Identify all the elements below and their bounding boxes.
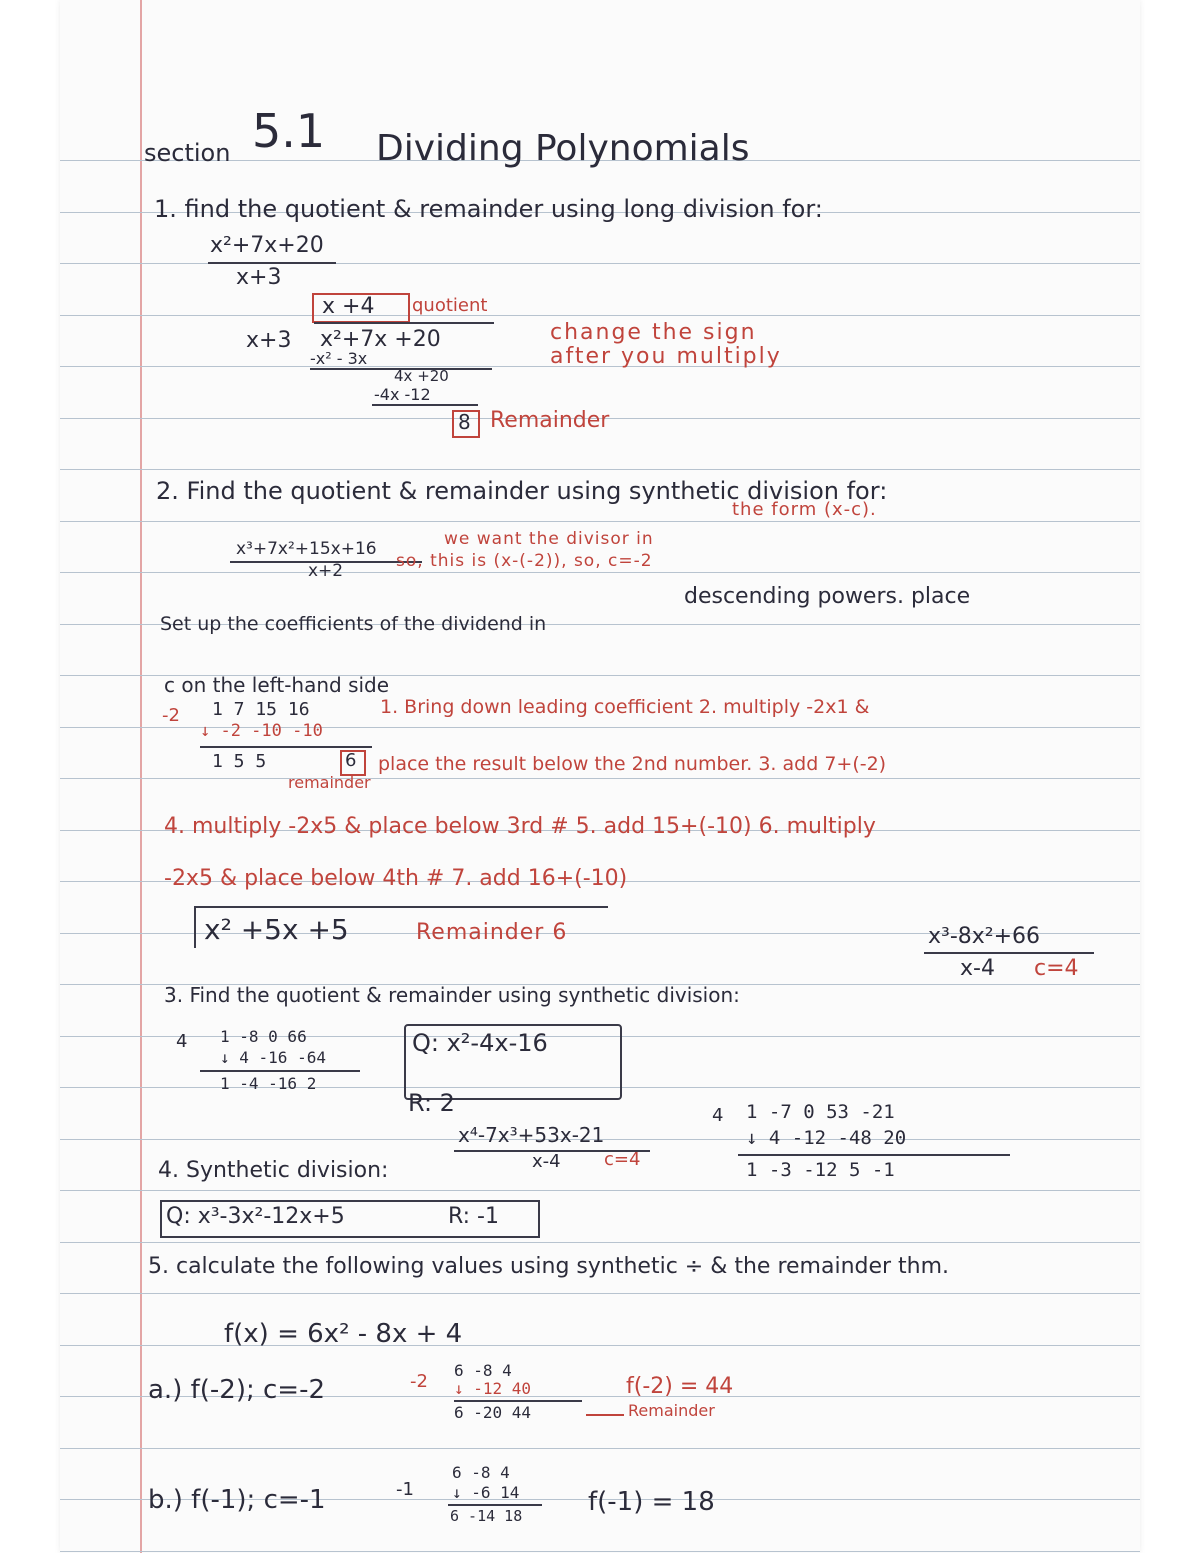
problem3-numerator: x³-8x²+66 — [928, 924, 1041, 949]
section-number: 5.1 — [252, 104, 326, 158]
problem3-answer-r: R: 2 — [408, 1089, 455, 1117]
problem1-step1: -x² - 3x — [310, 349, 368, 368]
ruled-line — [60, 1551, 1140, 1552]
problem5-function: f(x) = 6x² - 8x + 4 — [224, 1319, 463, 1349]
problem1-divisor: x+3 — [246, 328, 292, 353]
problem1-step3: -4x -12 — [374, 385, 431, 404]
problem1-denominator: x+3 — [236, 265, 282, 290]
section-label: section — [144, 139, 231, 167]
problem3-row3: 1 -4 -16 2 — [220, 1074, 317, 1093]
ruled-line — [60, 572, 1140, 573]
synthetic-row2: ↓ -2 -10 -10 — [200, 721, 323, 741]
setup-line1-continued: descending powers. place — [684, 584, 971, 609]
part-b-c: -1 — [396, 1479, 414, 1500]
part-a-c: -2 — [410, 1371, 428, 1392]
part-a-label: a.) f(-2); c=-2 — [148, 1375, 325, 1405]
note-after-multiply: after you multiply — [550, 344, 782, 369]
problem5-prompt: 5. calculate the following values using synthetic ÷ & the remainder thm. — [148, 1254, 950, 1279]
problem1-quotient: x +4 — [322, 294, 375, 319]
synthetic-line — [448, 1504, 542, 1506]
synthetic-row1: 1 7 15 16 — [212, 699, 310, 720]
synthetic-line — [454, 1400, 582, 1402]
synthetic-line — [738, 1154, 1010, 1156]
problem2-note-divisor: we want the divisor in — [444, 529, 654, 549]
part-b-answer: f(-1) = 18 — [588, 1487, 715, 1517]
part-a-answer: f(-2) = 44 — [626, 1374, 734, 1399]
page-title: Dividing Polynomials — [376, 128, 750, 169]
synthetic-row3: 1 5 5 — [212, 751, 267, 772]
ruled-line — [60, 778, 1140, 779]
problem1-dividend: x²+7x +20 — [320, 327, 441, 352]
problem4-prompt: 4. Synthetic division: — [158, 1158, 389, 1183]
problem1-remainder: 8 — [458, 410, 471, 434]
division-bracket — [314, 322, 494, 324]
problem3-c-value: 4 — [176, 1031, 188, 1052]
notebook-page — [60, 0, 1140, 1553]
step-a: 1. Bring down leading coefficient 2. multiply -2x1 & — [380, 696, 870, 718]
problem3-row2: ↓ 4 -16 -64 — [220, 1048, 326, 1067]
ruled-line — [60, 521, 1140, 522]
part-b-label: b.) f(-1); c=-1 — [148, 1485, 326, 1515]
problem4-numerator: x⁴-7x³+53x-21 — [458, 1123, 605, 1147]
part-a-row1: 6 -8 4 — [454, 1361, 512, 1380]
problem2-answer-quotient: x² +5x +5 — [204, 913, 349, 946]
step-d: -2x5 & place below 4th # 7. add 16+(-10) — [164, 866, 628, 891]
synthetic-remainder: 6 — [345, 750, 357, 771]
ruled-line — [60, 1345, 1140, 1346]
setup-line2: c on the left-hand side — [164, 673, 390, 697]
problem2-note-c: so, this is (x-(-2)), so, c=-2 — [396, 551, 653, 571]
problem3-row1: 1 -8 0 66 — [220, 1027, 307, 1046]
ruled-line — [60, 1448, 1140, 1449]
synthetic-line — [200, 746, 372, 748]
setup-line1: Set up the coefficients of the dividend in — [160, 613, 547, 635]
part-b-row3: 6 -14 18 — [450, 1507, 523, 1525]
problem1-numerator: x²+7x+20 — [210, 233, 324, 258]
problem4-answer-r: R: -1 — [448, 1204, 499, 1229]
step-c: 4. multiply -2x5 & place below 3rd # 5. add 15+(-10) 6. multiply — [164, 814, 876, 839]
part-b-row1: 6 -8 4 — [452, 1463, 510, 1482]
problem2-answer-remainder: Remainder 6 — [416, 920, 568, 945]
part-a-row3: 6 -20 44 — [454, 1403, 532, 1422]
quotient-label: quotient — [412, 295, 488, 316]
step-b: place the result below the 2nd number. 3. add 7+(-2) — [378, 753, 887, 775]
fraction-bar — [924, 952, 1094, 954]
subtraction-line — [372, 404, 478, 406]
problem4-denominator: x-4 — [532, 1151, 561, 1172]
problem4-answer-q: Q: x³-3x²-12x+5 — [166, 1204, 345, 1229]
problem1-prompt: 1. find the quotient & remainder using long division for: — [154, 195, 823, 223]
ruled-line — [60, 1242, 1140, 1243]
problem2-prompt-note: the form (x-c). — [732, 499, 877, 520]
arrow-line — [586, 1414, 624, 1416]
ruled-line — [60, 1190, 1140, 1191]
synthetic-line — [200, 1070, 360, 1072]
ruled-line — [60, 315, 1140, 316]
problem1-step2: 4x +20 — [394, 367, 449, 385]
part-a-row2: ↓ -12 40 — [454, 1379, 532, 1398]
problem4-row1: 1 -7 0 53 -21 — [746, 1101, 895, 1123]
fraction-bar — [208, 262, 336, 264]
ruled-line — [60, 469, 1140, 470]
note-change-sign: change the sign — [550, 320, 757, 345]
ruled-line — [60, 1293, 1140, 1294]
part-a-remainder-label: Remainder — [628, 1401, 715, 1420]
remainder-note: remainder — [288, 773, 371, 792]
problem3-answer-q: Q: x²-4x-16 — [412, 1029, 548, 1057]
part-b-row2: ↓ -6 14 — [452, 1483, 520, 1502]
margin-line — [140, 0, 142, 1553]
problem4-c-value: 4 — [712, 1105, 724, 1126]
problem3-c-note: c=4 — [1034, 956, 1079, 981]
remainder-label: Remainder — [490, 408, 610, 433]
problem3-denominator: x-4 — [960, 956, 995, 981]
problem3-prompt: 3. Find the quotient & remainder using synthetic division: — [164, 983, 740, 1007]
problem4-row3: 1 -3 -12 5 -1 — [746, 1159, 895, 1181]
problem2-numerator: x³+7x²+15x+16 — [236, 539, 377, 559]
problem2-prompt: 2. Find the quotient & remainder using synthetic division for: — [156, 477, 888, 505]
problem4-c-note: c=4 — [604, 1149, 641, 1170]
problem2-c-value: -2 — [162, 705, 180, 726]
problem2-denominator: x+2 — [308, 561, 344, 581]
problem4-row2: ↓ 4 -12 -48 20 — [746, 1127, 907, 1149]
